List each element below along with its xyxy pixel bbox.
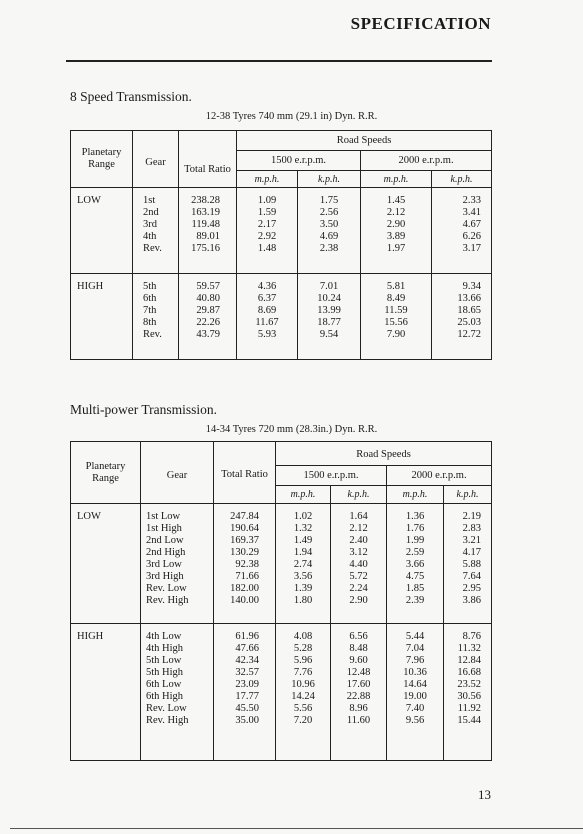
kph-2000-value: 15.44 bbox=[457, 715, 482, 726]
planetary-range-label: LOW bbox=[77, 195, 101, 206]
kph-2000-cell bbox=[432, 274, 492, 360]
planetary-range-cell bbox=[71, 274, 133, 360]
kph-2000-cell bbox=[444, 504, 492, 624]
kph-1500-value: 22.88 bbox=[346, 691, 371, 702]
mph-2000-value: 1.85 bbox=[405, 583, 425, 594]
mph-2000-value: 7.40 bbox=[405, 703, 425, 714]
total-ratio-value: 23.09 bbox=[235, 679, 259, 690]
multi-power-table bbox=[70, 441, 492, 761]
mph-unit-header: m.p.h. bbox=[387, 486, 444, 504]
total-ratio-value: 89.01 bbox=[196, 231, 220, 242]
mph-2000-value: 1.97 bbox=[386, 243, 406, 254]
mph-2000-value: 7.90 bbox=[386, 329, 406, 340]
kph-2000-value: 18.65 bbox=[457, 305, 482, 316]
mph-1500-value: 5.96 bbox=[293, 655, 313, 666]
kph-2000-cell bbox=[444, 624, 492, 761]
gear-cell bbox=[141, 504, 214, 624]
mph-1500-value: 3.56 bbox=[293, 571, 313, 582]
kph-2000-value: 11.32 bbox=[457, 643, 482, 654]
mph-1500-value: 7.20 bbox=[293, 715, 313, 726]
kph-unit-header: k.p.h. bbox=[298, 171, 361, 188]
total-ratio-value: 42.34 bbox=[235, 655, 259, 666]
total-ratio-value: 238.28 bbox=[191, 195, 220, 206]
kph-1500-value: 10.24 bbox=[317, 293, 341, 304]
kph-2000-value: 4.67 bbox=[462, 219, 482, 230]
total-ratio-value: 190.64 bbox=[230, 523, 259, 534]
kph-1500-value: 2.24 bbox=[349, 583, 368, 594]
mph-1500-value: 5.56 bbox=[293, 703, 313, 714]
mph-unit-header: m.p.h. bbox=[237, 171, 298, 188]
planetary-range-header: Planetary Range bbox=[71, 442, 141, 504]
kph-1500-value: 3.50 bbox=[319, 219, 339, 230]
kph-1500-value: 17.60 bbox=[346, 679, 371, 690]
mph-2000-value: 7.04 bbox=[405, 643, 425, 654]
mph-1500-value: 4.08 bbox=[293, 631, 313, 642]
mph-1500-value: 1.32 bbox=[293, 523, 313, 534]
planetary-range-label: LOW bbox=[77, 511, 101, 522]
total-ratio-value: 92.38 bbox=[235, 559, 259, 570]
mph-unit-header: m.p.h. bbox=[361, 171, 432, 188]
mph-1500-value: 2.17 bbox=[257, 219, 277, 230]
mph-1500-value: 2.92 bbox=[257, 231, 277, 242]
page-number: 13 bbox=[478, 787, 491, 802]
total-ratio-value: 47.66 bbox=[235, 643, 259, 654]
gear-value: 2nd Low bbox=[146, 535, 184, 546]
mph-2000-value: 19.00 bbox=[403, 691, 427, 702]
mph-1500-value: 2.74 bbox=[293, 559, 313, 570]
kph-2000-value: 7.64 bbox=[462, 571, 482, 582]
header-rule bbox=[66, 60, 492, 62]
gear-value: 5th Low bbox=[146, 655, 182, 666]
mph-1500-value: 11.67 bbox=[255, 317, 279, 328]
gear-value: 6th High bbox=[146, 691, 184, 702]
section1-caption: 12-38 Tyres 740 mm (29.1 in) Dyn. R.R. bbox=[205, 111, 378, 122]
mph-2000-cell bbox=[361, 274, 432, 360]
total-ratio-value: 163.19 bbox=[191, 207, 220, 218]
kph-1500-value: 9.54 bbox=[319, 329, 339, 340]
gear-value: 6th Low bbox=[146, 679, 182, 690]
mph-2000-cell bbox=[361, 188, 432, 274]
kph-1500-value: 9.60 bbox=[349, 655, 368, 666]
mph-1500-value: 4.36 bbox=[257, 281, 277, 292]
mph-2000-value: 9.56 bbox=[405, 715, 425, 726]
gear-value: 7th bbox=[143, 305, 157, 316]
gear-cell bbox=[133, 188, 179, 274]
kph-1500-value: 18.77 bbox=[317, 317, 341, 328]
kph-2000-value: 9.34 bbox=[462, 281, 482, 292]
mph-2000-value: 11.59 bbox=[384, 305, 408, 316]
kph-1500-value: 1.75 bbox=[319, 195, 339, 206]
planetary-range-cell bbox=[71, 188, 133, 274]
planetary-range-label: HIGH bbox=[77, 631, 104, 642]
total-ratio-value: 61.96 bbox=[235, 631, 259, 642]
gear-value: 5th High bbox=[146, 667, 184, 678]
total-ratio-value: 140.00 bbox=[230, 595, 259, 606]
kph-1500-value: 8.96 bbox=[349, 703, 368, 714]
kph-2000-value: 2.19 bbox=[462, 511, 482, 522]
kph-1500-value: 2.38 bbox=[319, 243, 339, 254]
mph-2000-value: 14.64 bbox=[403, 679, 427, 690]
total-ratio-value: 175.16 bbox=[191, 243, 220, 254]
mph-1500-value: 1.59 bbox=[257, 207, 277, 218]
gear-value: 6th bbox=[143, 293, 157, 304]
kph-1500-value: 8.48 bbox=[349, 643, 368, 654]
kph-2000-cell bbox=[432, 188, 492, 274]
mph-1500-cell bbox=[276, 624, 331, 761]
mph-1500-cell bbox=[237, 188, 298, 274]
gear-value: 1st bbox=[143, 195, 156, 206]
kph-2000-value: 11.92 bbox=[457, 703, 482, 714]
mph-1500-value: 1.94 bbox=[293, 547, 313, 558]
erpm-2000-header: 2000 e.r.p.m. bbox=[387, 466, 492, 486]
kph-2000-value: 3.21 bbox=[462, 535, 482, 546]
mph-2000-cell bbox=[387, 624, 444, 761]
gear-value: 8th bbox=[143, 317, 157, 328]
mph-1500-value: 1.48 bbox=[257, 243, 277, 254]
kph-2000-value: 2.83 bbox=[462, 523, 482, 534]
total-ratio-value: 119.48 bbox=[191, 219, 220, 230]
kph-unit-header: k.p.h. bbox=[432, 171, 492, 188]
mph-2000-cell bbox=[387, 504, 444, 624]
kph-2000-value: 13.66 bbox=[457, 293, 482, 304]
mph-1500-value: 1.09 bbox=[257, 195, 277, 206]
mph-2000-value: 2.12 bbox=[386, 207, 406, 218]
total-ratio-value: 29.87 bbox=[196, 305, 220, 316]
total-ratio-value: 247.84 bbox=[230, 511, 259, 522]
total-ratio-cell bbox=[214, 624, 276, 761]
gear-value: Rev. bbox=[143, 329, 162, 340]
kph-2000-value: 3.17 bbox=[462, 243, 482, 254]
kph-1500-cell bbox=[331, 504, 387, 624]
mph-2000-value: 10.36 bbox=[403, 667, 427, 678]
mph-2000-value: 1.99 bbox=[405, 535, 425, 546]
gear-value: Rev. bbox=[143, 243, 162, 254]
mph-2000-value: 2.59 bbox=[405, 547, 425, 558]
total-ratio-value: 59.57 bbox=[196, 281, 220, 292]
mph-2000-value: 1.45 bbox=[386, 195, 406, 206]
mph-2000-value: 3.89 bbox=[386, 231, 406, 242]
kph-1500-cell bbox=[298, 188, 361, 274]
mph-1500-value: 10.96 bbox=[291, 679, 315, 690]
kph-2000-value: 30.56 bbox=[457, 691, 482, 702]
section2-caption: 14-34 Tyres 720 mm (28.3in.) Dyn. R.R. bbox=[205, 424, 378, 435]
table-row-group bbox=[71, 188, 492, 274]
gear-value: Rev. Low bbox=[146, 583, 187, 594]
bottom-rule bbox=[10, 828, 583, 829]
kph-1500-value: 2.40 bbox=[349, 535, 368, 546]
kph-unit-header: k.p.h. bbox=[331, 486, 387, 504]
kph-2000-value: 12.84 bbox=[457, 655, 482, 666]
total-ratio-value: 169.37 bbox=[230, 535, 259, 546]
gear-value: 3rd High bbox=[146, 571, 184, 582]
eight-speed-table bbox=[70, 130, 492, 360]
mph-1500-value: 1.39 bbox=[293, 583, 313, 594]
kph-2000-value: 2.33 bbox=[462, 195, 482, 206]
kph-2000-value: 5.88 bbox=[462, 559, 482, 570]
kph-1500-cell bbox=[298, 274, 361, 360]
mph-1500-cell bbox=[276, 504, 331, 624]
kph-1500-value: 4.69 bbox=[319, 231, 339, 242]
kph-2000-value: 4.17 bbox=[462, 547, 482, 558]
total-ratio-value: 130.29 bbox=[230, 547, 259, 558]
mph-2000-value: 4.75 bbox=[405, 571, 425, 582]
total-ratio-cell bbox=[179, 188, 237, 274]
kph-2000-value: 6.26 bbox=[462, 231, 482, 242]
kph-1500-value: 2.56 bbox=[319, 207, 339, 218]
total-ratio-value: 32.57 bbox=[235, 667, 259, 678]
page-header-title: SPECIFICATION bbox=[350, 14, 491, 33]
kph-1500-value: 6.56 bbox=[349, 631, 368, 642]
table-row-group bbox=[71, 624, 492, 761]
total-ratio-header: Total Ratio bbox=[214, 442, 276, 504]
kph-1500-value: 4.40 bbox=[349, 559, 368, 570]
gear-value: 3rd bbox=[143, 219, 157, 230]
kph-unit-header: k.p.h. bbox=[444, 486, 492, 504]
mph-unit-header: m.p.h. bbox=[276, 486, 331, 504]
total-ratio-value: 17.77 bbox=[235, 691, 259, 702]
gear-value: Rev. Low bbox=[146, 703, 187, 714]
gear-value: 4th Low bbox=[146, 631, 182, 642]
kph-1500-cell bbox=[331, 624, 387, 761]
gear-value: 1st High bbox=[146, 523, 182, 534]
gear-value: 3rd Low bbox=[146, 559, 182, 570]
erpm-1500-header: 1500 e.r.p.m. bbox=[237, 151, 361, 171]
gear-value: 5th bbox=[143, 281, 157, 292]
kph-2000-value: 16.68 bbox=[457, 667, 482, 678]
kph-1500-value: 5.72 bbox=[349, 571, 368, 582]
kph-2000-value: 23.52 bbox=[457, 679, 482, 690]
total-ratio-value: 22.26 bbox=[196, 317, 220, 328]
planetary-range-cell bbox=[71, 624, 141, 761]
mph-1500-value: 14.24 bbox=[291, 691, 315, 702]
road-speeds-header: Road Speeds bbox=[276, 442, 492, 466]
kph-2000-value: 3.86 bbox=[462, 595, 482, 606]
total-ratio-value: 43.79 bbox=[196, 329, 220, 340]
erpm-2000-header: 2000 e.r.p.m. bbox=[361, 151, 492, 171]
kph-1500-value: 11.60 bbox=[346, 715, 371, 726]
mph-2000-value: 2.90 bbox=[386, 219, 406, 230]
kph-2000-value: 2.95 bbox=[462, 583, 482, 594]
kph-1500-value: 2.12 bbox=[349, 523, 368, 534]
mph-2000-value: 5.44 bbox=[405, 631, 425, 642]
mph-1500-cell bbox=[237, 274, 298, 360]
road-speeds-header: Road Speeds bbox=[237, 131, 492, 151]
mph-2000-value: 15.56 bbox=[384, 317, 408, 328]
gear-cell bbox=[141, 624, 214, 761]
mph-2000-value: 2.39 bbox=[405, 595, 425, 606]
total-ratio-value: 45.50 bbox=[235, 703, 259, 714]
gear-header: Gear bbox=[133, 131, 179, 188]
gear-cell bbox=[133, 274, 179, 360]
kph-1500-value: 1.64 bbox=[349, 511, 368, 522]
table-row-group bbox=[71, 504, 492, 624]
mph-1500-value: 8.69 bbox=[257, 305, 277, 316]
mph-1500-value: 1.02 bbox=[293, 511, 313, 522]
table-row-group bbox=[71, 274, 492, 360]
total-ratio-value: 182.00 bbox=[230, 583, 259, 594]
kph-2000-value: 25.03 bbox=[457, 317, 482, 328]
mph-2000-value: 1.76 bbox=[405, 523, 425, 534]
total-ratio-value: 35.00 bbox=[235, 715, 259, 726]
mph-2000-value: 3.66 bbox=[405, 559, 425, 570]
kph-2000-value: 8.76 bbox=[462, 631, 482, 642]
kph-1500-value: 13.99 bbox=[317, 305, 341, 316]
kph-2000-value: 3.41 bbox=[462, 207, 482, 218]
planetary-range-cell bbox=[71, 504, 141, 624]
gear-value: 4th bbox=[143, 231, 157, 242]
gear-value: Rev. High bbox=[146, 715, 189, 726]
mph-2000-value: 1.36 bbox=[405, 511, 425, 522]
total-ratio-cell bbox=[179, 274, 237, 360]
gear-value: Rev. High bbox=[146, 595, 189, 606]
mph-2000-value: 7.96 bbox=[405, 655, 425, 666]
mph-2000-value: 8.49 bbox=[386, 293, 406, 304]
mph-1500-value: 7.76 bbox=[293, 667, 313, 678]
section2-title: Multi-power Transmission. bbox=[70, 402, 218, 417]
mph-1500-value: 1.80 bbox=[293, 595, 313, 606]
gear-value: 4th High bbox=[146, 643, 184, 654]
planetary-range-header: Planetary Range bbox=[71, 131, 133, 188]
kph-2000-value: 12.72 bbox=[457, 329, 482, 340]
mph-1500-value: 5.93 bbox=[257, 329, 277, 340]
kph-1500-value: 2.90 bbox=[349, 595, 368, 606]
gear-value: 2nd High bbox=[146, 547, 186, 558]
kph-1500-value: 12.48 bbox=[346, 667, 371, 678]
mph-2000-value: 5.81 bbox=[386, 281, 406, 292]
mph-1500-value: 1.49 bbox=[293, 535, 313, 546]
gear-value: 2nd bbox=[143, 207, 159, 218]
total-ratio-value: 40.80 bbox=[196, 293, 220, 304]
section1-title: 8 Speed Transmission. bbox=[70, 89, 192, 104]
erpm-1500-header: 1500 e.r.p.m. bbox=[276, 466, 387, 486]
kph-1500-value: 7.01 bbox=[319, 281, 339, 292]
planetary-range-label: HIGH bbox=[77, 281, 104, 292]
mph-1500-value: 6.37 bbox=[257, 293, 277, 304]
gear-header: Gear bbox=[141, 442, 214, 504]
total-ratio-cell bbox=[214, 504, 276, 624]
mph-1500-value: 5.28 bbox=[293, 643, 313, 654]
total-ratio-header: Total Ratio bbox=[179, 131, 237, 188]
kph-1500-value: 3.12 bbox=[349, 547, 368, 558]
gear-value: 1st Low bbox=[146, 511, 181, 522]
total-ratio-value: 71.66 bbox=[235, 571, 259, 582]
